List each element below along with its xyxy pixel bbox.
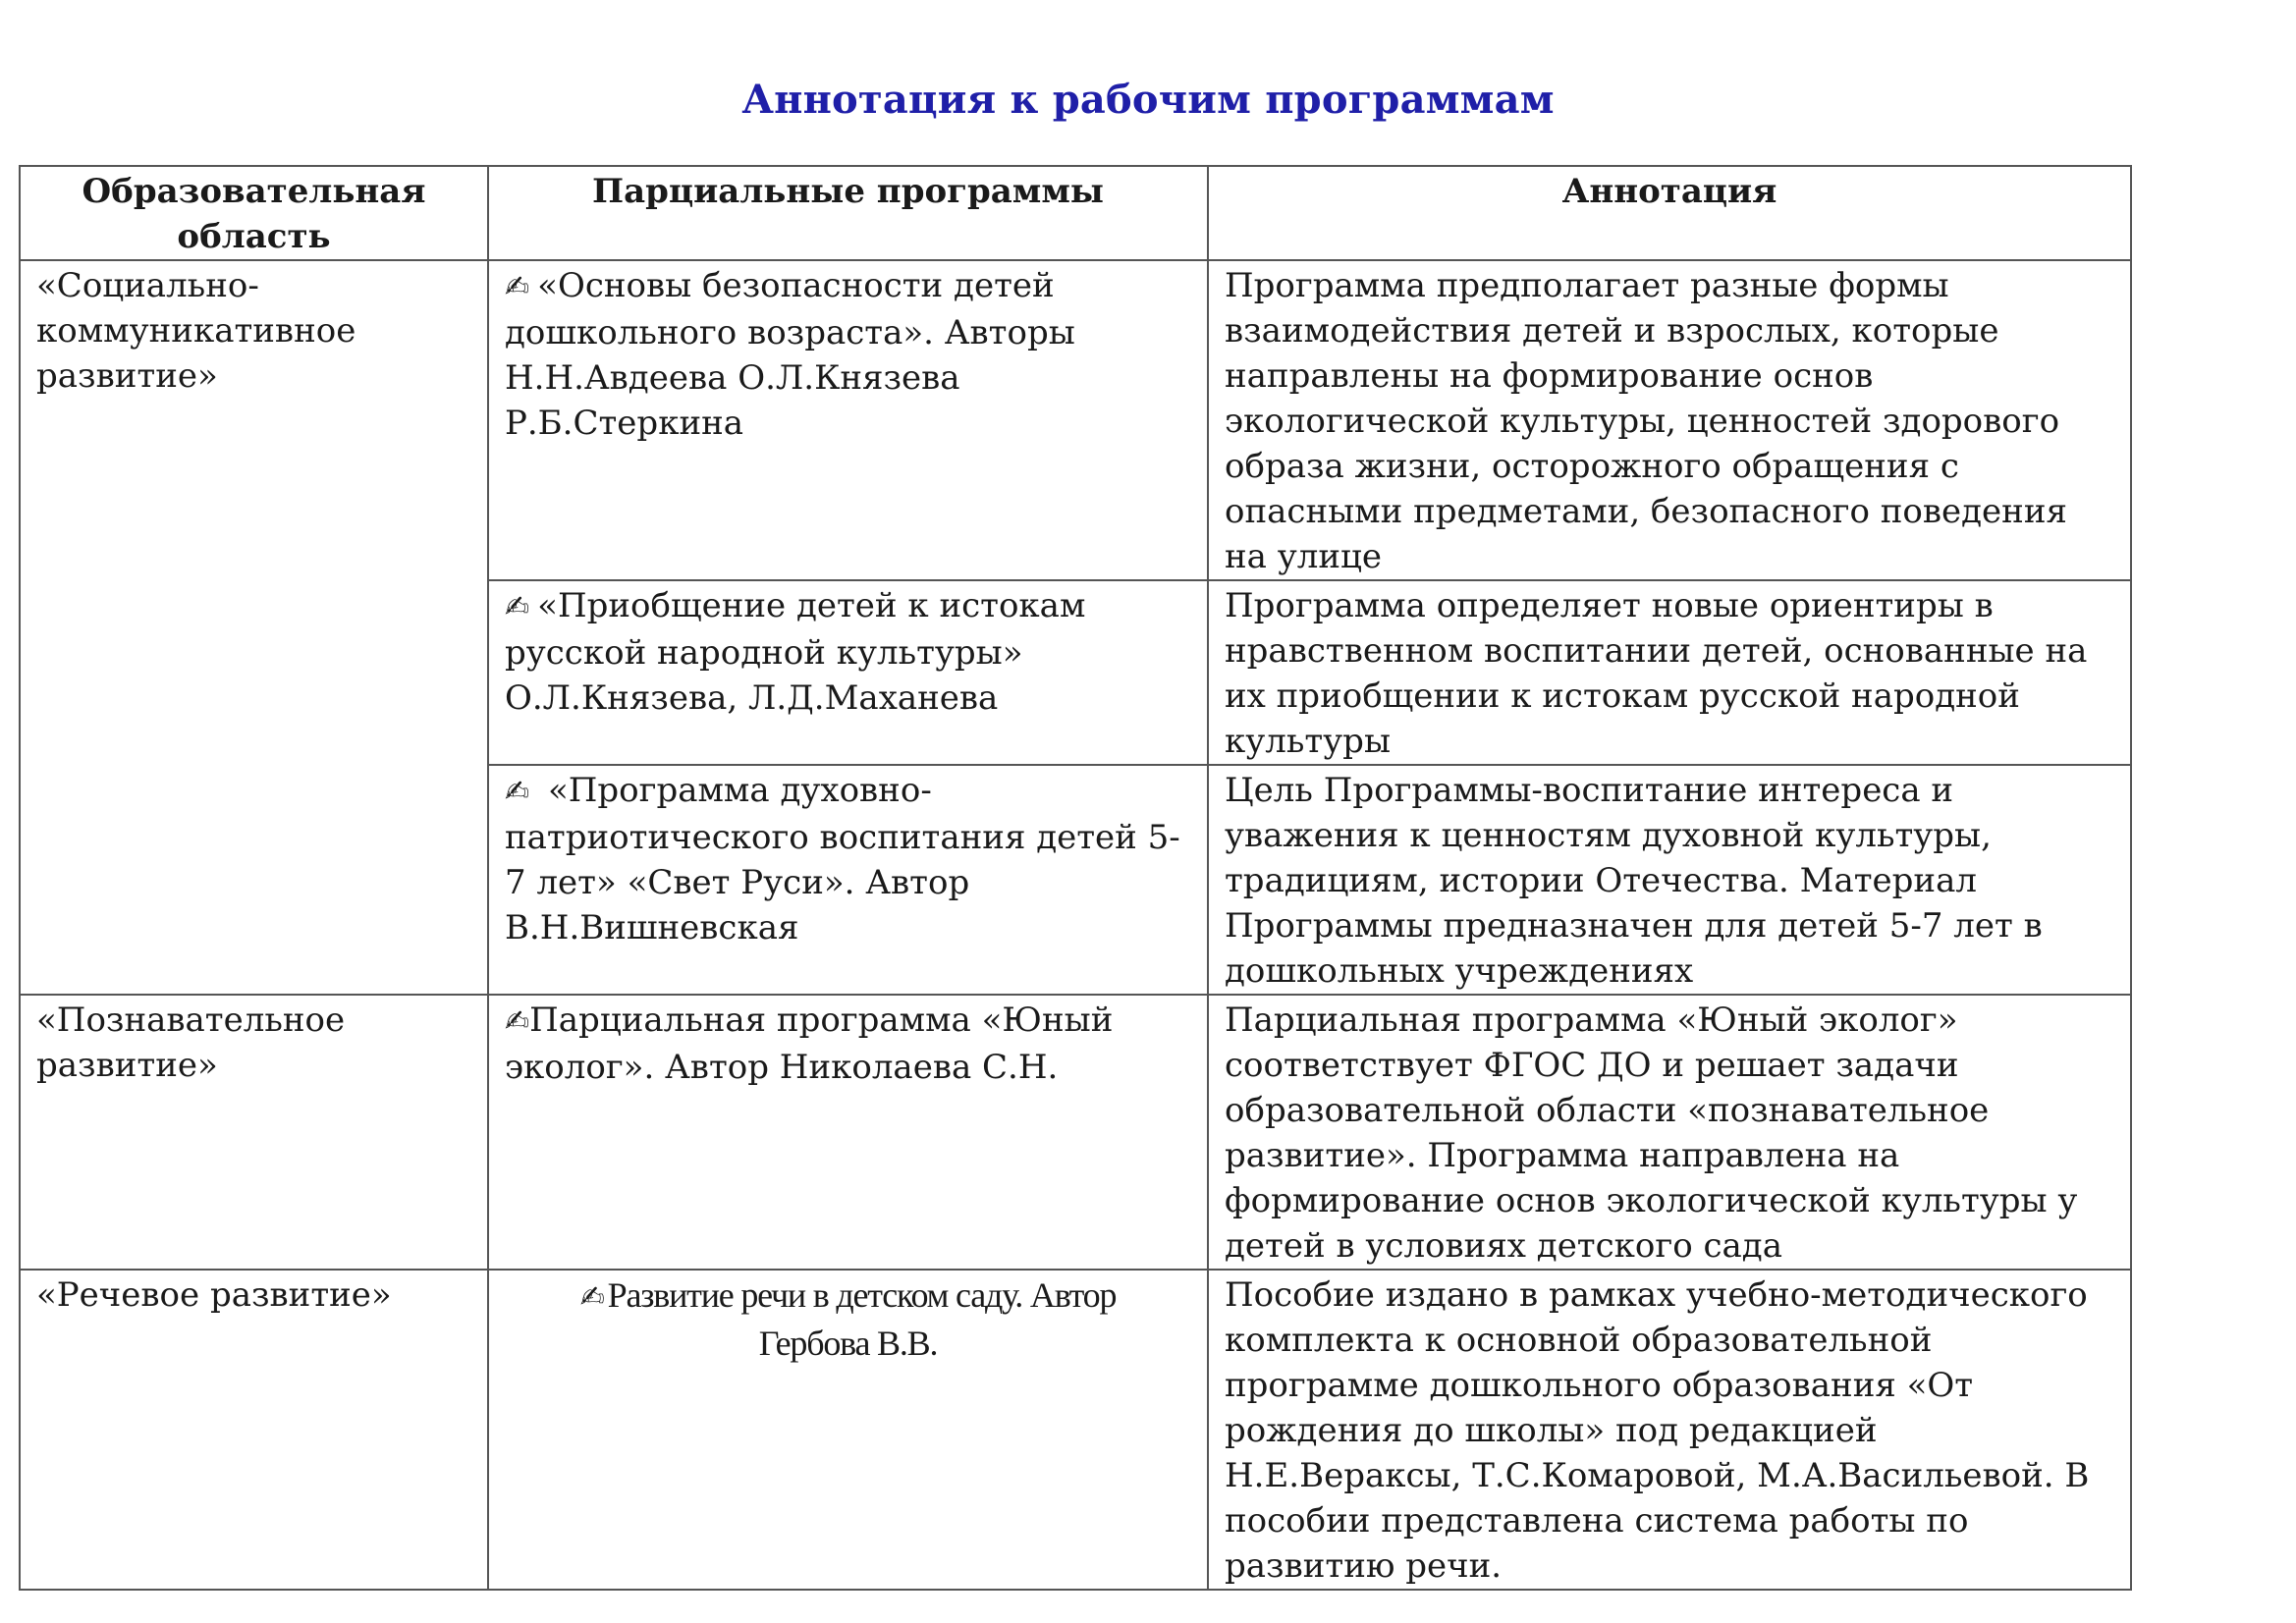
writing-hand-icon: ✍ [579, 1280, 604, 1315]
program-text: «Основы безопасности детей дошкольного возраста». Авторы Н.Н.Авдеева О.Л.Князева Р.Б.Стеркина [505, 266, 1075, 443]
area-cell [20, 260, 488, 995]
header-annotation [1208, 166, 2131, 260]
program-text: Парциальная программа «Юный эколог». Автор Николаева С.Н. [505, 1001, 1114, 1087]
annotation-text: Программа определяет новые ориентиры в нравственном воспитании детей, основанные на их приобщении к истокам русской народной культуры [1225, 586, 2088, 761]
program-cell [488, 1270, 1208, 1590]
writing-hand-icon: ✍ [505, 775, 530, 809]
program-cell [488, 765, 1208, 995]
annotation-cell [1208, 995, 2131, 1270]
page-title: Аннотация к рабочим программам [741, 77, 1555, 123]
area-text: «Познавательное развитие» [36, 1001, 346, 1085]
area-cell [20, 995, 488, 1270]
area-text: «Социально-коммуникативное развитие» [36, 266, 356, 396]
program-text: «Приобщение детей к истокам русской народной культуры» О.Л.Князева, Л.Д.Маханева [505, 586, 1086, 718]
table-header-row [20, 166, 2131, 260]
annotation-cell [1208, 260, 2131, 580]
table-row [20, 995, 2131, 1270]
annotation-cell [1208, 1270, 2131, 1590]
area-text: «Речевое развитие» [36, 1275, 392, 1315]
header-area [20, 166, 488, 260]
annotation-text: Программа предполагает разные формы взаимодействия детей и взрослых, которые направлены на формирование основ экологической культуры, ценностей здорового образа жизни, осторожного обращения с опасными предметами, безопасного поведения на улице [1225, 266, 2067, 576]
writing-hand-icon: ✍ [505, 270, 530, 304]
writing-hand-icon: ✍ [505, 590, 530, 624]
table-row [20, 260, 2131, 580]
annotation-table [19, 165, 2132, 1591]
header-area-label: Образовательная область [82, 172, 426, 256]
annotation-text: Пособие издано в рамках учебно-методического комплекта к основной образовательной программе дошкольного образования «От рождения до школы» под редакцией Н.Е.Вераксы, Т.С.Комаровой, М.А.Васильевой. В пособии представлена система работы по развитию речи. [1225, 1275, 2090, 1586]
program-cell [488, 260, 1208, 580]
header-programs [488, 166, 1208, 260]
program-cell [488, 995, 1208, 1270]
program-text: «Программа духовно-патриотического воспитания детей 5-7 лет» «Свет Руси». Автор В.Н.Вишневская [505, 771, 1180, 947]
area-cell [20, 1270, 488, 1590]
annotation-text: Цель Программы-воспитание интереса и уважения к ценностям духовной культуры, традициям, истории Отечества. Материал Программы предназначен для детей 5-7 лет в дошкольных учреждениях [1225, 771, 2043, 991]
annotation-cell [1208, 580, 2131, 765]
program-cell [488, 580, 1208, 765]
annotation-text: Парциальная программа «Юный эколог» соответствует ФГОС ДО и решает задачи образовательной области «познавательное развитие». Программа направлена на формирование основ экологической культуры у детей в условиях детского сада [1225, 1001, 2078, 1266]
header-programs-label: Парциальные программы [592, 172, 1104, 211]
writing-hand-icon: ✍ [505, 1004, 530, 1039]
annotation-cell [1208, 765, 2131, 995]
table-row [20, 1270, 2131, 1590]
program-text: Развитие речи в детском саду. Автор Гербова В.В. [607, 1275, 1117, 1363]
header-annotation-label: Аннотация [1561, 172, 1777, 211]
